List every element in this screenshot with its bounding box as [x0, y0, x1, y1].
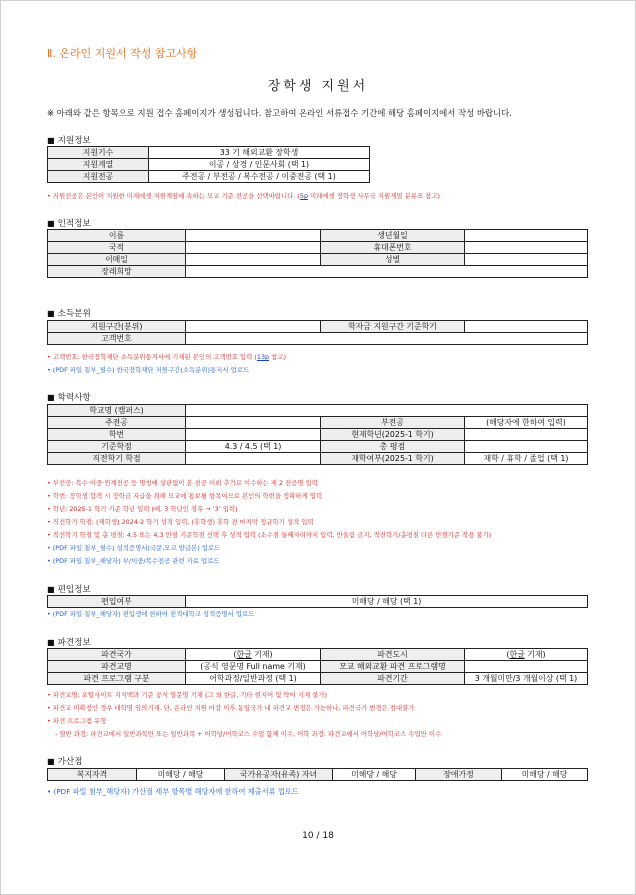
section-income-title: ■ 소득분위 [47, 309, 91, 319]
table-label: 지원기수 [48, 147, 149, 159]
note-education-3: • 직전학기 학점: (재학생) 2024-2 학기 성적 입력, (휴학생) 휴학 전 마지막 정규학기 성적 입력 [47, 518, 314, 526]
table-cell [186, 266, 588, 278]
table-cell [186, 429, 321, 441]
table-label: 생년월일 [321, 230, 465, 242]
table-label: 지원구간(분위) [48, 321, 186, 333]
education-table [47, 404, 588, 465]
note-education-1: • 학번: 장학생 합격 시 장학금 지급을 위해 모교에 통보될 항목이므로 본인의 학번을 정확하게 입력 [47, 492, 323, 500]
table-label: 편입여부 [48, 596, 186, 608]
table-label: 기준학점 [48, 441, 186, 453]
page-ref-link[interactable]: 5p [299, 192, 309, 200]
table-cell [186, 405, 588, 417]
section-education-title: ■ 학력사항 [47, 393, 91, 403]
square-bullet-icon: ■ [47, 757, 55, 766]
note-apply-info: • 지원전공은 본인이 지원한 미래에셋 지원계열에 속하는 모교 기준 전공을 선택바랍니다. (5p 미래에셋 장학생 사무국 지원계열 분류표 참고) [47, 192, 440, 200]
table-cell [186, 242, 321, 254]
note-dispatch-2: • 파견 프로그램 유형 [47, 717, 107, 725]
table-label: 고객번호 [48, 333, 186, 345]
table-label: 부전공 [321, 417, 465, 429]
dispatch-table [47, 648, 588, 685]
table-label: 파견 프로그램 구분 [48, 673, 186, 685]
table-cell: (한글 기재) [186, 649, 321, 661]
table-cell: 33 기 해외교환 장학생 [149, 147, 370, 159]
table-cell: 이공 / 상경 / 인문사회 (택 1) [149, 159, 370, 171]
note-education-upload-1: • (PDF 파일 첨부_해당자) 부/이중/복수전공 관련 자료 업로드 [47, 557, 220, 565]
note-dispatch-3: - 일반 과정: 파견교에서 일반과목만 또는 일반과목 + 어학당/어학코스 수업 함께 이수, 어학 과정: 파견교에서 어학당/어학코스 수업만 이수 [55, 730, 442, 738]
table-label: 학자금 지원구간 기준학기 [321, 321, 465, 333]
note-transfer-upload: • (PDF 파일 첨부_해당자) 편입생에 한하여 전적대학교 성적증명서 업로드 [47, 610, 255, 618]
note-education-2: • 학년: 2025-1 학기 기준 학년 입력 (예, 3 학년인 경우 → ‘3’ 입력) [47, 505, 238, 513]
page-number: 10 / 18 [302, 831, 334, 841]
transfer-table [47, 595, 588, 608]
note-education-4: • 직전학기 학점 및 총 평점: 4.5 또는 4.3 만점 기준학점 선택 후 성적 입력 (소수점 둘째자리까지 입력, 반올림 금지, 직전학기/총평점 다른 만점기준 작용 불가) [47, 531, 492, 539]
section-heading: Ⅱ. 온라인 지원서 작성 참고사항 [47, 47, 198, 60]
table-label: 모교 해외교환 파견 프로그램명 [321, 661, 465, 673]
table-label: 성별 [321, 254, 465, 266]
table-cell: 3 개월미만/3 개월이상 (택 1) [465, 673, 588, 685]
table-label: 국적 [48, 242, 186, 254]
table-label: 복지자격 [48, 769, 137, 781]
page-ref-link[interactable]: 13p [256, 353, 270, 361]
table-label: 이름 [48, 230, 186, 242]
table-cell: 4.3 / 4.5 (택 1) [186, 441, 321, 453]
table-cell [186, 417, 321, 429]
note-bonus-upload: • (PDF 파일 첨부_해당자) 가산점 세부 항목별 해당자에 한하여 제출서류 업로드 [47, 787, 299, 796]
section-apply-info-title: ■ 지원정보 [47, 136, 91, 146]
table-label: 파견국가 [48, 649, 186, 661]
table-cell [186, 333, 588, 345]
table-label: 학교명 (캠퍼스) [48, 405, 186, 417]
table-cell [186, 321, 321, 333]
section-transfer-title: ■ 편입정보 [47, 585, 91, 595]
section-bonus-title: ■ 가산점 [47, 757, 83, 767]
square-bullet-icon: ■ [47, 309, 55, 318]
page-title: 장학생 지원서 [267, 79, 369, 94]
intro-text: ※ 아래와 같은 항목으로 지원 접수 홈페이지가 생성됩니다. 참고하여 온라인 서류접수 기간에 해당 홈페이지에서 작성 바랍니다. [47, 108, 512, 118]
table-cell [465, 441, 588, 453]
table-label: 파견기간 [321, 673, 465, 685]
table-label: 이메일 [48, 254, 186, 266]
table-label: 지원계열 [48, 159, 149, 171]
square-bullet-icon: ■ [47, 585, 55, 594]
table-cell: 미해당 / 해당 [137, 769, 225, 781]
income-table [47, 320, 588, 345]
table-label: 국가유공자(유족) 자녀 [225, 769, 333, 781]
table-cell: 재학 / 휴학 / 졸업 (택 1) [465, 453, 588, 465]
apply-info-table [47, 146, 370, 183]
table-label: 총 평점 [321, 441, 465, 453]
section-personal-title: ■ 인적정보 [47, 219, 91, 229]
table-cell: 미해당 / 해당 (택 1) [186, 596, 588, 608]
square-bullet-icon: ■ [47, 136, 55, 145]
table-label: 직전학기 학점 [48, 453, 186, 465]
table-label: 장애가정 [416, 769, 502, 781]
square-bullet-icon: ■ [47, 393, 55, 402]
note-dispatch-0: • 파견교명: 포털사이트 지식백과 기준 공식 영문명 기재 (그 외 한글, 기타 현지어 및 약어 기재 불가) [47, 691, 328, 699]
table-label: 주전공 [48, 417, 186, 429]
table-cell: (한글 기재) [465, 649, 588, 661]
table-cell [465, 254, 588, 266]
note-education-upload-0: • (PDF 파일 첨부_필수) 성적증명서(국문,모교 발급본) 업로드 [47, 544, 221, 552]
table-cell [465, 230, 588, 242]
table-cell: (공식 영문명 Full name 기재) [186, 661, 321, 673]
table-cell [186, 453, 321, 465]
table-cell [465, 242, 588, 254]
table-label: 휴대폰번호 [321, 242, 465, 254]
bonus-table [47, 768, 588, 781]
table-label: 현재학년(2025-1 학기) [321, 429, 465, 441]
note-education-0: • 부전공: 복수·이중·연계전공 등 명칭에 상관없이 본 전공 이외 추가로 이수하는 제 2 전공명 입력 [47, 479, 318, 487]
table-cell [186, 254, 321, 266]
personal-info-table [47, 229, 588, 278]
table-label: 지원전공 [48, 171, 149, 183]
table-label: 학번 [48, 429, 186, 441]
table-label: 파견도시 [321, 649, 465, 661]
table-cell: (해당자에 한하여 입력) [465, 417, 588, 429]
table-label: 장래희망 [48, 266, 186, 278]
table-cell: 어학과정/일반과정 (택 1) [186, 673, 321, 685]
table-cell: 미해당 / 해당 [502, 769, 588, 781]
table-cell [186, 230, 321, 242]
table-label: 파견교명 [48, 661, 186, 673]
table-cell: 주전공 / 부전공 / 복수전공 / 이중전공 (택 1) [149, 171, 370, 183]
table-cell [465, 321, 588, 333]
note-customer-number: • 고객번호: 한국장학재단 소득분위통지서에 기재된 본인의 고객번호 입력 (13p 참고) [47, 353, 286, 361]
section-dispatch-title: ■ 파견정보 [47, 638, 91, 648]
square-bullet-icon: ■ [47, 219, 55, 228]
square-bullet-icon: ■ [47, 638, 55, 647]
table-label: 재학여부(2025-1 학기) [321, 453, 465, 465]
note-dispatch-1: • 파견교 미확정인 경우 대학명 임의기재. 단, 온라인 지원 마감 이후 동일국가 내 파견교 변경은 가능하나, 파견국가 변경은 절대불가 [47, 704, 415, 712]
table-cell [465, 429, 588, 441]
table-cell [465, 661, 588, 673]
note-income-upload: • (PDF 파일 첨부_필수) 한국장학재단 지원구간(소득분위)통지서 업로드 [47, 366, 250, 374]
table-cell: 미해당 / 해당 [333, 769, 416, 781]
